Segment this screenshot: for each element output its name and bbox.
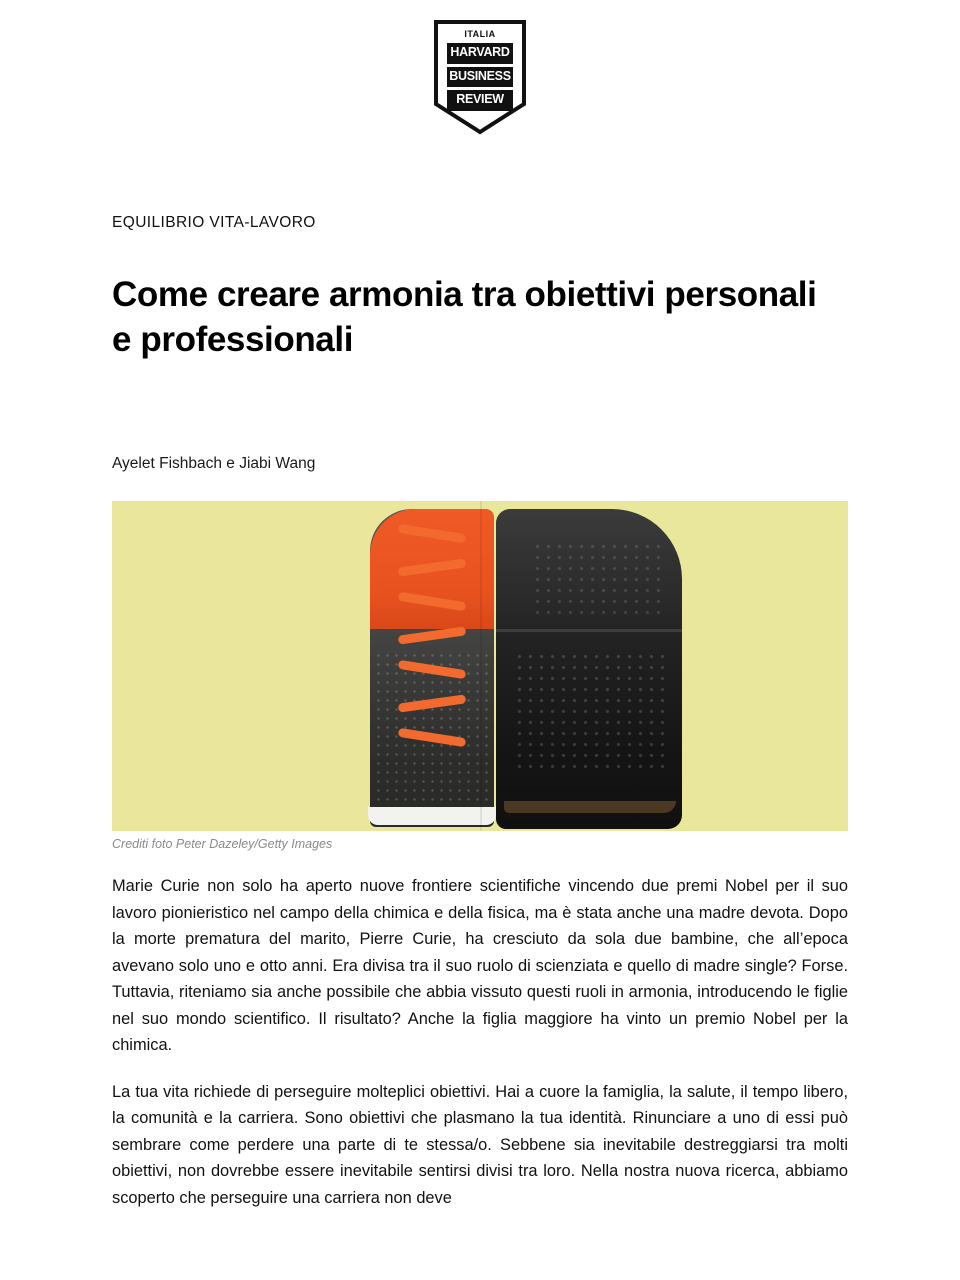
shield-logo-icon[interactable] [428, 18, 532, 136]
dress-shoe-toecap-line [496, 629, 682, 632]
masthead-italia: ITALIA [464, 29, 496, 39]
masthead-line2: BUSINESS [447, 67, 513, 88]
hero-split-divider [480, 501, 482, 831]
masthead-line1: HARVARD [447, 43, 513, 64]
article-paragraph: La tua vita richiede di perseguire molteplici obiettivi. Hai a cuore la famiglia, la salute, il tempo libero, la comunità e la carriera. Sono obiettivi che plasmano la tua identità. Rinunciare a uno di essi può sembrare come perdere una parte di te stessa/o. Sebbene sia inevitabile destreggiarsi tra molti obiettivi, non dovrebbe essere inevitabile sentirsi divisi tra loro. Nella nostra nuova ricerca, abbiamo scoperto che perseguire una carriera non deve [112, 1082, 848, 1207]
article-content [0, 214, 960, 1211]
article-byline[interactable]: Ayelet Fishbach e Jiabi Wang [112, 455, 316, 472]
hero-figure [112, 501, 848, 851]
hero-image [112, 501, 848, 831]
masthead [0, 0, 960, 136]
sneaker-sole-graphic [368, 807, 496, 825]
sneaker-laces-graphic [398, 523, 466, 793]
article-body [112, 873, 848, 1211]
brogue-perforation-pattern [532, 541, 662, 621]
image-credit: Crediti foto Peter Dazeley/Getty Images [112, 837, 333, 851]
brogue-perforation-pattern [514, 651, 664, 771]
masthead-line3: REVIEW [447, 90, 513, 111]
article-paragraph: Marie Curie non solo ha aperto nuove frontiere scientifiche vincendo due premi Nobel per il suo lavoro pionieristico nel campo della chimica e della fisica, ma è stata anche una madre devota. Dopo la morte prematura del marito, Pierre Curie, ha cresciuto da sola due bambine, che all’epoca avevano solo uno e otto anni. Era divisa tra il suo ruolo di scienziata e quello di madre single? Forse. Tuttavia, riteniamo sia anche possibile che abbia vissuto questi ruoli in armonia, introducendo le figlie nel suo mondo scientifico. Il risultato? Anche la figlia maggiore ha vinto un premio Nobel per la chimica. [112, 877, 848, 1054]
page-title: Come creare armonia tra obiettivi personali e professionali [112, 275, 817, 359]
dress-shoe-welt-stitching [504, 801, 676, 813]
article-kicker[interactable]: EQUILIBRIO VITA-LAVORO [112, 214, 316, 231]
